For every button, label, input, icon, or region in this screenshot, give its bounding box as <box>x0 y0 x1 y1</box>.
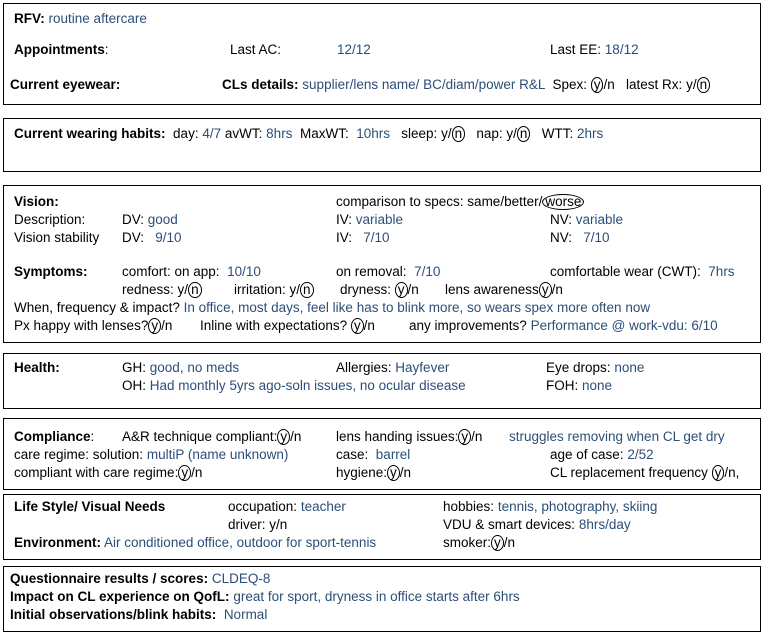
current-eyewear-label: Current eyewear: <box>10 77 121 92</box>
gh-row: GH: good, no meds <box>122 360 240 375</box>
lifestyle-label: Life Style/ Visual Needs <box>14 499 166 514</box>
vdu-row: VDU & smart devices: 8hrs/day <box>443 517 631 532</box>
nv-desc: NV: variable <box>550 212 624 227</box>
maxwt-value: 10hrs <box>356 126 390 141</box>
rfv-section <box>3 3 761 105</box>
occupation-row: occupation: teacher <box>228 499 346 514</box>
latest-rx-circle: n <box>697 77 711 93</box>
sleep-circle: n <box>452 126 466 142</box>
eye-drops-row: Eye drops: none <box>546 360 645 375</box>
environment-row: Environment: Air conditioned office, outdoor for sport-tennis <box>14 535 377 550</box>
cwt-row: comfortable wear (CWT): 7hrs <box>550 264 735 279</box>
redness-row: redness: y/ n <box>122 282 202 298</box>
stability-label: Vision stability <box>14 230 100 245</box>
health-section <box>3 353 761 409</box>
nv-stability: NV: 7/10 <box>550 230 610 245</box>
last-ee-row: Last EE: 18/12 <box>550 42 639 57</box>
iv-desc: IV: variable <box>336 212 404 227</box>
allergies-row: Allergies: Hayfever <box>336 360 450 375</box>
day-value: 4/7 <box>202 126 222 141</box>
spex-circle: y <box>591 77 604 93</box>
dv-desc: DV: good <box>122 212 178 227</box>
rfv-value: routine aftercare <box>48 11 147 26</box>
handling-row: lens handing issues: y /n <box>336 429 483 444</box>
compliance-section <box>3 418 761 490</box>
last-ac-label: Last AC: <box>230 42 282 57</box>
appointments-label: Appointments: <box>14 42 109 57</box>
compliant-row: compliant with care regime: y /n <box>14 465 203 480</box>
compliance-label: Compliance: <box>14 429 95 444</box>
comparison-row: comparison to specs: same/better/ worse <box>336 194 584 210</box>
foh-row: FOH: none <box>546 378 613 393</box>
ar-row: A&R technique compliant: y /n <box>122 429 302 444</box>
vision-section <box>3 185 761 343</box>
oh-row: OH: Had monthly 5yrs ago-soln issues, no ocular disease <box>122 378 466 393</box>
initial-row: Initial observations/blink habits: Normal <box>10 607 268 622</box>
health-label: Health: <box>14 360 60 375</box>
wearing-habits-section <box>3 118 761 172</box>
when-row: When, frequency & impact? In office, most days, feel like has to blink more, so wears spex more often now <box>14 300 651 315</box>
dv-stability: DV: 9/10 <box>122 230 182 245</box>
cls-details-row: CLs details: supplier/lens name/ BC/diam/power R&L Spex: y /n latest Rx: y/ n <box>222 77 710 93</box>
vision-label: Vision: <box>14 194 59 209</box>
lifestyle-section <box>3 494 761 560</box>
smoker-row: smoker: y /n <box>443 535 516 550</box>
iv-stability: IV: 7/10 <box>336 230 390 245</box>
hobbies-row: hobbies: tennis, photography, skiing <box>443 499 658 514</box>
nap-circle: n <box>517 126 531 142</box>
awareness-row: lens awareness y /n <box>445 282 563 297</box>
hygiene-row: hygiene: y /n <box>336 465 412 480</box>
cls-details-value: supplier/lens name/ BC/diam/power R&L <box>302 77 545 92</box>
rfv-label: RFV <box>14 11 41 26</box>
symptoms-label: Symptoms: <box>14 264 88 279</box>
wearing-habits-row: Current wearing habits: day: 4/7 avWT: 8hrs MaxWT: 10hrs sleep: y/ n nap: y/ n WTT: 2hrs <box>14 126 604 141</box>
replacement-row: CL replacement frequency y /n, <box>550 465 740 480</box>
last-ee-value: 18/12 <box>604 42 639 57</box>
wtt-value: 2hrs <box>576 126 604 141</box>
regime-row: care regime: solution: multiP (name unknown) <box>14 447 289 462</box>
driver-row: driver: y/n <box>228 517 288 532</box>
dryness-row: dryness: y /n <box>340 282 419 297</box>
case-row: case: barrel <box>336 447 411 462</box>
happy-row: Px happy with lenses? y /n <box>14 318 173 333</box>
avwt-value: 8hrs <box>266 126 293 141</box>
worse-circle: worse <box>542 194 584 210</box>
questionnaire-row: Questionnaire results / scores: CLDEQ-8 <box>10 571 271 586</box>
impact-row: Impact on CL experience on QofL: great for sport, dryness in office starts after 6hrs <box>10 589 520 604</box>
inline-row: Inline with expectations? y /n <box>200 318 375 333</box>
questionnaire-section <box>3 566 761 632</box>
removal-row: on removal: 7/10 <box>336 264 441 279</box>
rfv-row: RFV: routine aftercare <box>14 11 147 26</box>
last-ac-value: 12/12 <box>337 42 371 57</box>
struggles-value: struggles removing when CL get dry <box>509 429 725 444</box>
age-row: age of case: 2/52 <box>550 447 654 462</box>
description-label: Description: <box>14 212 86 227</box>
improve-row: any improvements? Performance @ work-vdu: 6/10 <box>409 318 718 333</box>
irritation-row: irritation: y/ n <box>234 282 314 298</box>
comfort-row: comfort: on app: 10/10 <box>122 264 261 279</box>
